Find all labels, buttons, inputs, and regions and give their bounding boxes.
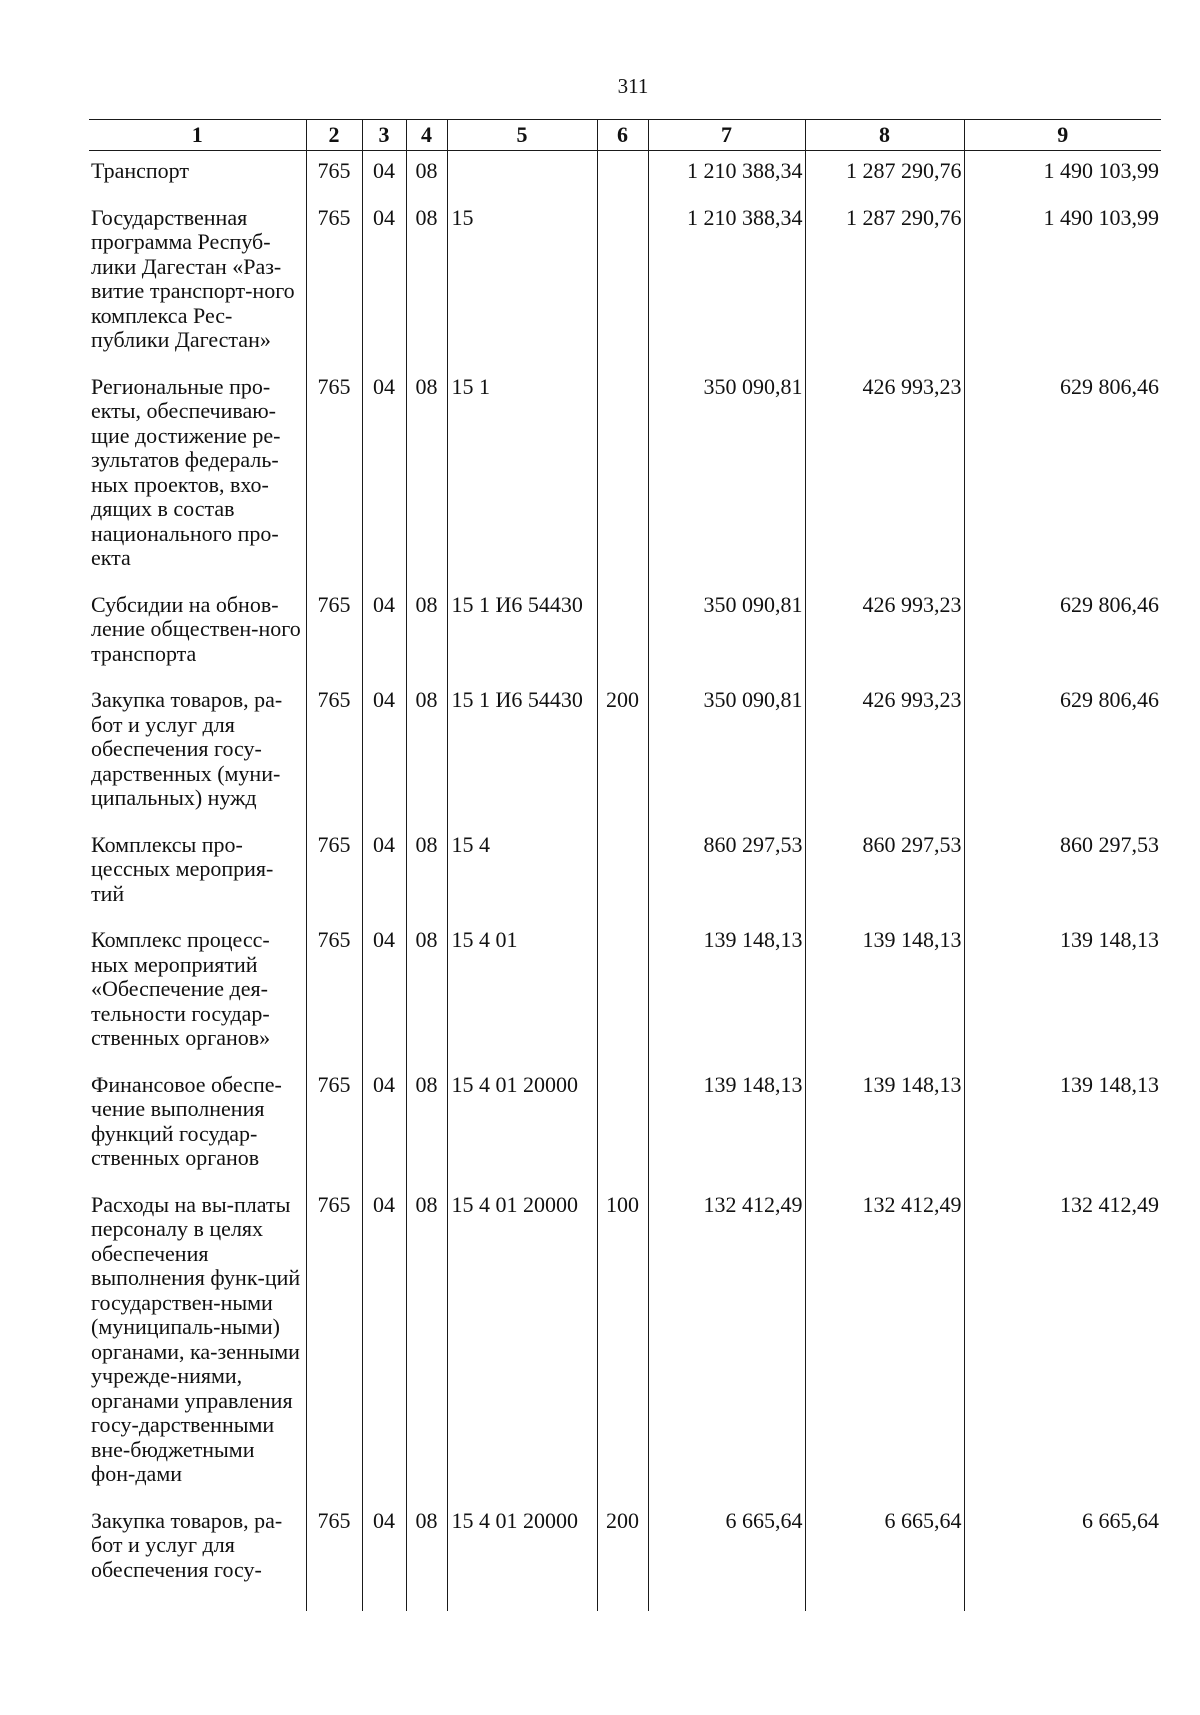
code-cell-3: 04: [362, 1185, 406, 1501]
code-cell-4: 08: [406, 920, 447, 1065]
code-cell-5: [447, 151, 597, 198]
column-header: 6: [597, 120, 648, 151]
code-cell-4: 08: [406, 1185, 447, 1501]
row-label: Субсидии на обнов-ление обществен-ного транспорта: [91, 591, 301, 666]
code-cell-2: 765: [306, 585, 362, 681]
page-number: 311: [617, 74, 649, 98]
amount-cell-8: 426 993,23: [805, 680, 964, 825]
amount-cell-7: 132 412,49: [648, 1185, 805, 1501]
column-header: 5: [447, 120, 597, 151]
row-label: Финансовое обеспе-чение выполнения функций государ-ственных органов: [91, 1071, 282, 1170]
column-header: 9: [964, 120, 1161, 151]
amount-cell-7: 6 665,64: [648, 1501, 805, 1611]
code-cell-5: 15 1 И6 54430: [447, 585, 597, 681]
amount-cell-8: 860 297,53: [805, 825, 964, 921]
code-cell-6: 200: [597, 1501, 648, 1611]
amount-cell-9: 629 806,46: [964, 680, 1161, 825]
amount-cell-7: 350 090,81: [648, 585, 805, 681]
row-name-cell: [89, 367, 306, 585]
table-row: [89, 920, 1161, 1065]
table-row: [89, 1185, 1161, 1501]
table-row: [89, 198, 1161, 367]
amount-cell-7: 860 297,53: [648, 825, 805, 921]
amount-cell-8: 139 148,13: [805, 920, 964, 1065]
amount-cell-8: 1 287 290,76: [805, 198, 964, 367]
row-name-cell: [89, 1501, 306, 1611]
amount-cell-9: 860 297,53: [964, 825, 1161, 921]
code-cell-6: [597, 1065, 648, 1185]
code-cell-5: 15 1 И6 54430: [447, 680, 597, 825]
code-cell-2: 765: [306, 920, 362, 1065]
row-name-cell: [89, 920, 306, 1065]
amount-cell-9: 1 490 103,99: [964, 151, 1161, 198]
table-row: [89, 680, 1161, 825]
row-name-cell: [89, 198, 306, 367]
amount-cell-8: 1 287 290,76: [805, 151, 964, 198]
code-cell-2: 765: [306, 680, 362, 825]
code-cell-3: 04: [362, 1065, 406, 1185]
table-row: [89, 1501, 1161, 1611]
amount-cell-9: 629 806,46: [964, 585, 1161, 681]
row-name-cell: [89, 585, 306, 681]
column-header: 8: [805, 120, 964, 151]
amount-cell-8: 426 993,23: [805, 585, 964, 681]
code-cell-4: 08: [406, 1501, 447, 1611]
code-cell-3: 04: [362, 680, 406, 825]
amount-cell-8: 139 148,13: [805, 1065, 964, 1185]
code-cell-2: 765: [306, 1065, 362, 1185]
row-name-cell: [89, 1065, 306, 1185]
code-cell-4: 08: [406, 198, 447, 367]
table-row: [89, 151, 1161, 198]
column-header: 1: [89, 120, 306, 151]
row-name-cell: [89, 1185, 306, 1501]
row-label: Закупка товаров, ра-бот и услуг для обеспечения госу-дарственных (муни-ципальных) нужд: [91, 687, 283, 810]
code-cell-6: [597, 825, 648, 921]
code-cell-5: 15 4 01 20000: [447, 1185, 597, 1501]
row-name-cell: [89, 825, 306, 921]
amount-cell-7: 1 210 388,34: [648, 198, 805, 367]
row-label: Расходы на вы-платы персоналу в целях обеспечения выполнения функ-ций государствен-ными (муниципаль-ными) органами, ка-зенными учрежде-ниями, органами управления госу-дарственными вне-бюджетными фон-дами: [91, 1191, 301, 1486]
code-cell-6: 200: [597, 680, 648, 825]
code-cell-5: 15 1: [447, 367, 597, 585]
code-cell-4: 08: [406, 151, 447, 198]
amount-cell-7: 350 090,81: [648, 680, 805, 825]
column-header: 3: [362, 120, 406, 151]
amount-cell-8: 6 665,64: [805, 1501, 964, 1611]
code-cell-5: 15 4 01 20000: [447, 1065, 597, 1185]
code-cell-6: 100: [597, 1185, 648, 1501]
code-cell-6: [597, 198, 648, 367]
code-cell-4: 08: [406, 367, 447, 585]
amount-cell-9: 132 412,49: [964, 1185, 1161, 1501]
amount-cell-8: 132 412,49: [805, 1185, 964, 1501]
code-cell-4: 08: [406, 825, 447, 921]
row-label: Государственная программа Респуб-лики Дагестан «Раз-витие транспорт-ного комплекса Рес-публики Дагестан»: [91, 204, 295, 352]
amount-cell-9: 629 806,46: [964, 367, 1161, 585]
column-header: 7: [648, 120, 805, 151]
amount-cell-9: 139 148,13: [964, 920, 1161, 1065]
row-label: Транспорт: [91, 158, 190, 183]
amount-cell-9: 139 148,13: [964, 1065, 1161, 1185]
code-cell-2: 765: [306, 825, 362, 921]
amount-cell-7: 350 090,81: [648, 367, 805, 585]
code-cell-5: 15: [447, 198, 597, 367]
table-row: [89, 585, 1161, 681]
code-cell-4: 08: [406, 1065, 447, 1185]
row-label: Региональные про-екты, обеспечиваю-щие достижение ре-зультатов федераль-ных проектов, вхо-дящих в состав национального про-екта: [91, 373, 281, 570]
amount-cell-7: 1 210 388,34: [648, 151, 805, 198]
code-cell-2: 765: [306, 151, 362, 198]
column-header: 2: [306, 120, 362, 151]
code-cell-2: 765: [306, 198, 362, 367]
code-cell-2: 765: [306, 367, 362, 585]
row-name-cell: [89, 680, 306, 825]
table-row: [89, 825, 1161, 921]
code-cell-6: [597, 920, 648, 1065]
amount-cell-9: 1 490 103,99: [964, 198, 1161, 367]
code-cell-5: 15 4: [447, 825, 597, 921]
code-cell-2: 765: [306, 1185, 362, 1501]
code-cell-3: 04: [362, 825, 406, 921]
code-cell-6: [597, 151, 648, 198]
row-label: Закупка товаров, ра-бот и услуг для обеспечения госу-: [91, 1507, 283, 1582]
code-cell-3: 04: [362, 1501, 406, 1611]
code-cell-6: [597, 367, 648, 585]
amount-cell-7: 139 148,13: [648, 920, 805, 1065]
row-label: Комплекс процесс-ных мероприятий «Обеспечение дея-тельности государ-ственных органов»: [91, 927, 271, 1050]
code-cell-4: 08: [406, 680, 447, 825]
code-cell-3: 04: [362, 151, 406, 198]
header-row: [89, 120, 1161, 151]
row-label: Комплексы про-цессных мероприя-тий: [91, 831, 274, 906]
code-cell-3: 04: [362, 920, 406, 1065]
amount-cell-9: 6 665,64: [964, 1501, 1161, 1611]
table-row: [89, 1065, 1161, 1185]
amount-cell-7: 139 148,13: [648, 1065, 805, 1185]
code-cell-6: [597, 585, 648, 681]
table-row: [89, 367, 1161, 585]
code-cell-3: 04: [362, 367, 406, 585]
column-header: 4: [406, 120, 447, 151]
budget-table: [89, 119, 1161, 1611]
code-cell-5: 15 4 01 20000: [447, 1501, 597, 1611]
code-cell-4: 08: [406, 585, 447, 681]
code-cell-5: 15 4 01: [447, 920, 597, 1065]
code-cell-3: 04: [362, 198, 406, 367]
amount-cell-8: 426 993,23: [805, 367, 964, 585]
row-name-cell: [89, 151, 306, 198]
code-cell-3: 04: [362, 585, 406, 681]
code-cell-2: 765: [306, 1501, 362, 1611]
